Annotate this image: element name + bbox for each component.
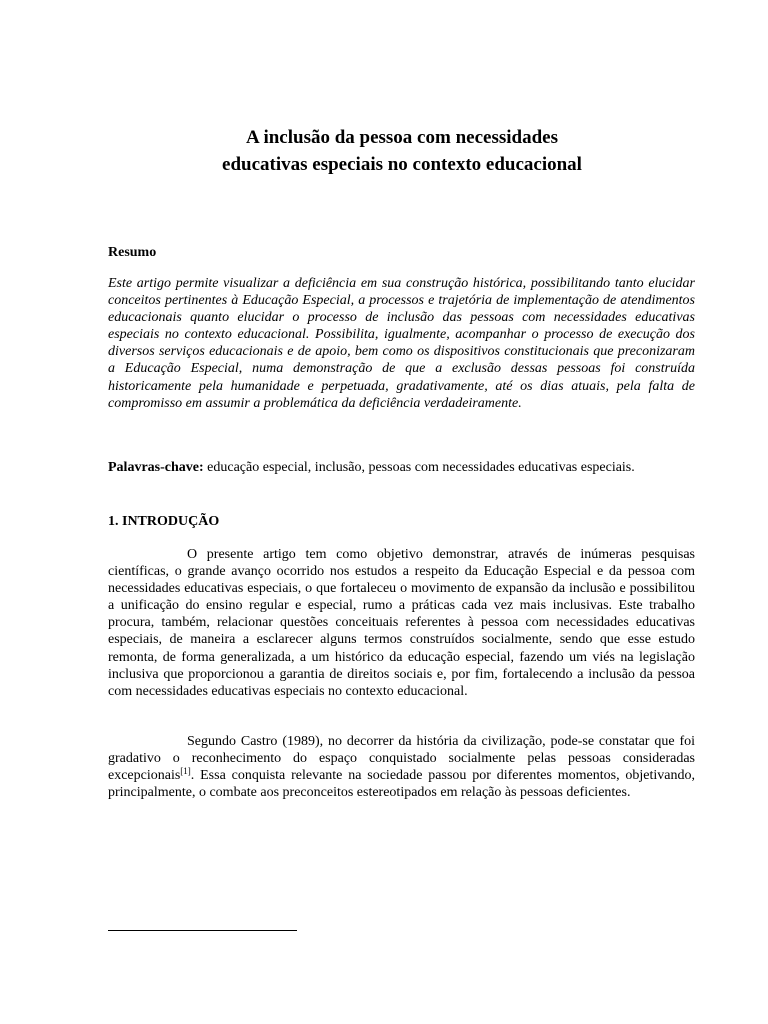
paragraph-2-text-end: . Essa conquista relevante na sociedade passou por diferentes momentos, objetivando, principalmente, o combate aos preconceitos estereotipados em relação às pessoas deficientes. [108, 768, 695, 801]
introduction-paragraph-2 [108, 733, 695, 801]
introduction-heading: 1. INTRODUÇÃO [108, 514, 220, 529]
paper-title [100, 124, 704, 178]
paragraph-2-text-start: Segundo Castro (1989), no decorrer da história da civilização, pode-se constatar que foi gradativo o reconhecimento do espaço conquistado socialmente pelas pessoas consideradas excepcionais [108, 734, 695, 784]
keywords-text: educação especial, inclusão, pessoas com necessidades educativas especiais. [203, 460, 635, 475]
keywords-label: Palavras-chave: [108, 460, 204, 475]
footnote-reference[interactable]: [1] [180, 766, 191, 777]
abstract-heading: Resumo [108, 245, 157, 260]
title-line-2: educativas especiais no contexto educacional [222, 154, 582, 175]
introduction-paragraph-1: O presente artigo tem como objetivo demonstrar, através de inúmeras pesquisas científicas, o grande avanço ocorrido nos estudos a respeito da Educação Especial e da pessoa com necessidades educativas especiais, o que fortaleceu o movimento de expansão da inclusão e possibilitou a unificação do ensino regular e especial, rumo a práticas cada vez mais inclusivas. Este trabalho procura, também, relacionar questões conceituais referentes à pessoa com necessidades educativas especiais, de maneira a esclarecer alguns termos construídos socialmente, sendo que esse estudo remonta, de forma generalizada, a um histórico da educação especial, fazendo um viés na legislação inclusiva que proporcionou a garantia de direitos sociais e, por fim, fortalecendo a inclusão da pessoa com necessidades educativas especiais no contexto educacional. [108, 547, 695, 699]
keywords [108, 459, 708, 476]
abstract-text: Este artigo permite visualizar a deficiência em sua construção histórica, possibilitando tanto elucidar conceitos pertinentes à Educação Especial, a processos e trajetória de implementação de atendimentos educacionais quanto elucidar o processo de inclusão das pessoas com necessidades educativas especiais no contexto educacional. Possibilita, igualmente, acompanhar o processo de execução dos diversos serviços educacionais e de apoio, bem como os dispositivos constitucionais que preconizaram a Educação Especial, numa demonstração de que a exclusão dessas pessoas foi construída historicamente pela humanidade e perpetuada, gradativamente, até os dias atuais, pela falta de compromisso em assumir a problemática da deficiência verdadeiramente. [108, 276, 695, 411]
footnote-separator [108, 930, 297, 931]
title-line-1: A inclusão da pessoa com necessidades [246, 127, 558, 148]
